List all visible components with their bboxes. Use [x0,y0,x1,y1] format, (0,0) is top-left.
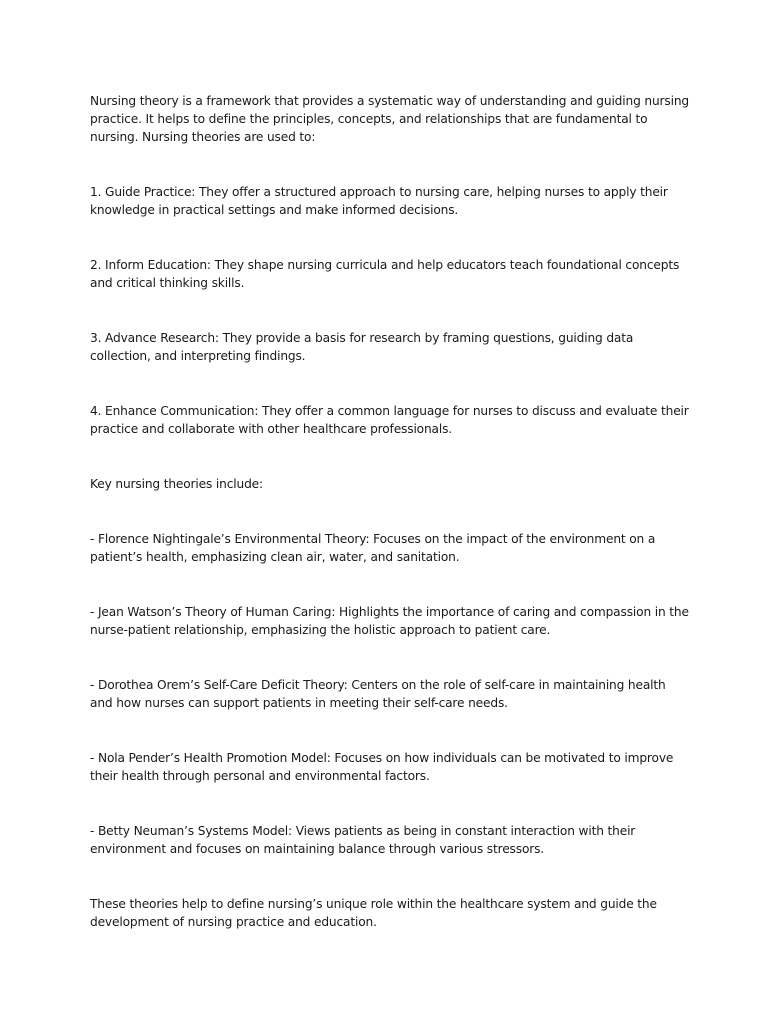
key-theories-heading: Key nursing theories include: [90,477,263,491]
list-item-inform-education: 2. Inform Education: They shape nursing curricula and help educators teach foundational concepts and critical thinking skills. [90,258,680,290]
theory-neuman: - Betty Neuman’s Systems Model: Views patients as being in constant interaction with their environment and focuses on maintaining balance through various stressors. [90,824,636,856]
theory-watson: - Jean Watson’s Theory of Human Caring: Highlights the importance of caring and compassion in the nurse-patient relationship, emphasizing the holistic approach to patient care. [90,605,689,637]
document-page [90,92,690,968]
theory-orem: - Dorothea Orem’s Self-Care Deficit Theory: Centers on the role of self-care in maintaining health and how nurses can support patients in meeting their self-care needs. [90,678,666,710]
list-item-guide-practice: 1. Guide Practice: They offer a structured approach to nursing care, helping nurses to apply their knowledge in practical settings and make informed decisions. [90,185,668,217]
theory-nightingale: - Florence Nightingale’s Environmental Theory: Focuses on the impact of the environment on a patient’s health, emphasizing clean air, water, and sanitation. [90,532,656,564]
conclusion-paragraph: These theories help to define nursing’s unique role within the healthcare system and guide the development of nursing practice and education. [90,897,657,929]
intro-paragraph: Nursing theory is a framework that provides a systematic way of understanding and guiding nursing practice. It helps to define the principles, concepts, and relationships that are fundamental to nursing. Nursing theories are used to: [90,94,689,144]
list-item-enhance-communication: 4. Enhance Communication: They offer a common language for nurses to discuss and evaluate their practice and collaborate with other healthcare professionals. [90,404,689,436]
theory-pender: - Nola Pender’s Health Promotion Model: Focuses on how individuals can be motivated to improve their health through personal and environmental factors. [90,751,674,783]
list-item-advance-research: 3. Advance Research: They provide a basis for research by framing questions, guiding data collection, and interpreting findings. [90,331,634,363]
